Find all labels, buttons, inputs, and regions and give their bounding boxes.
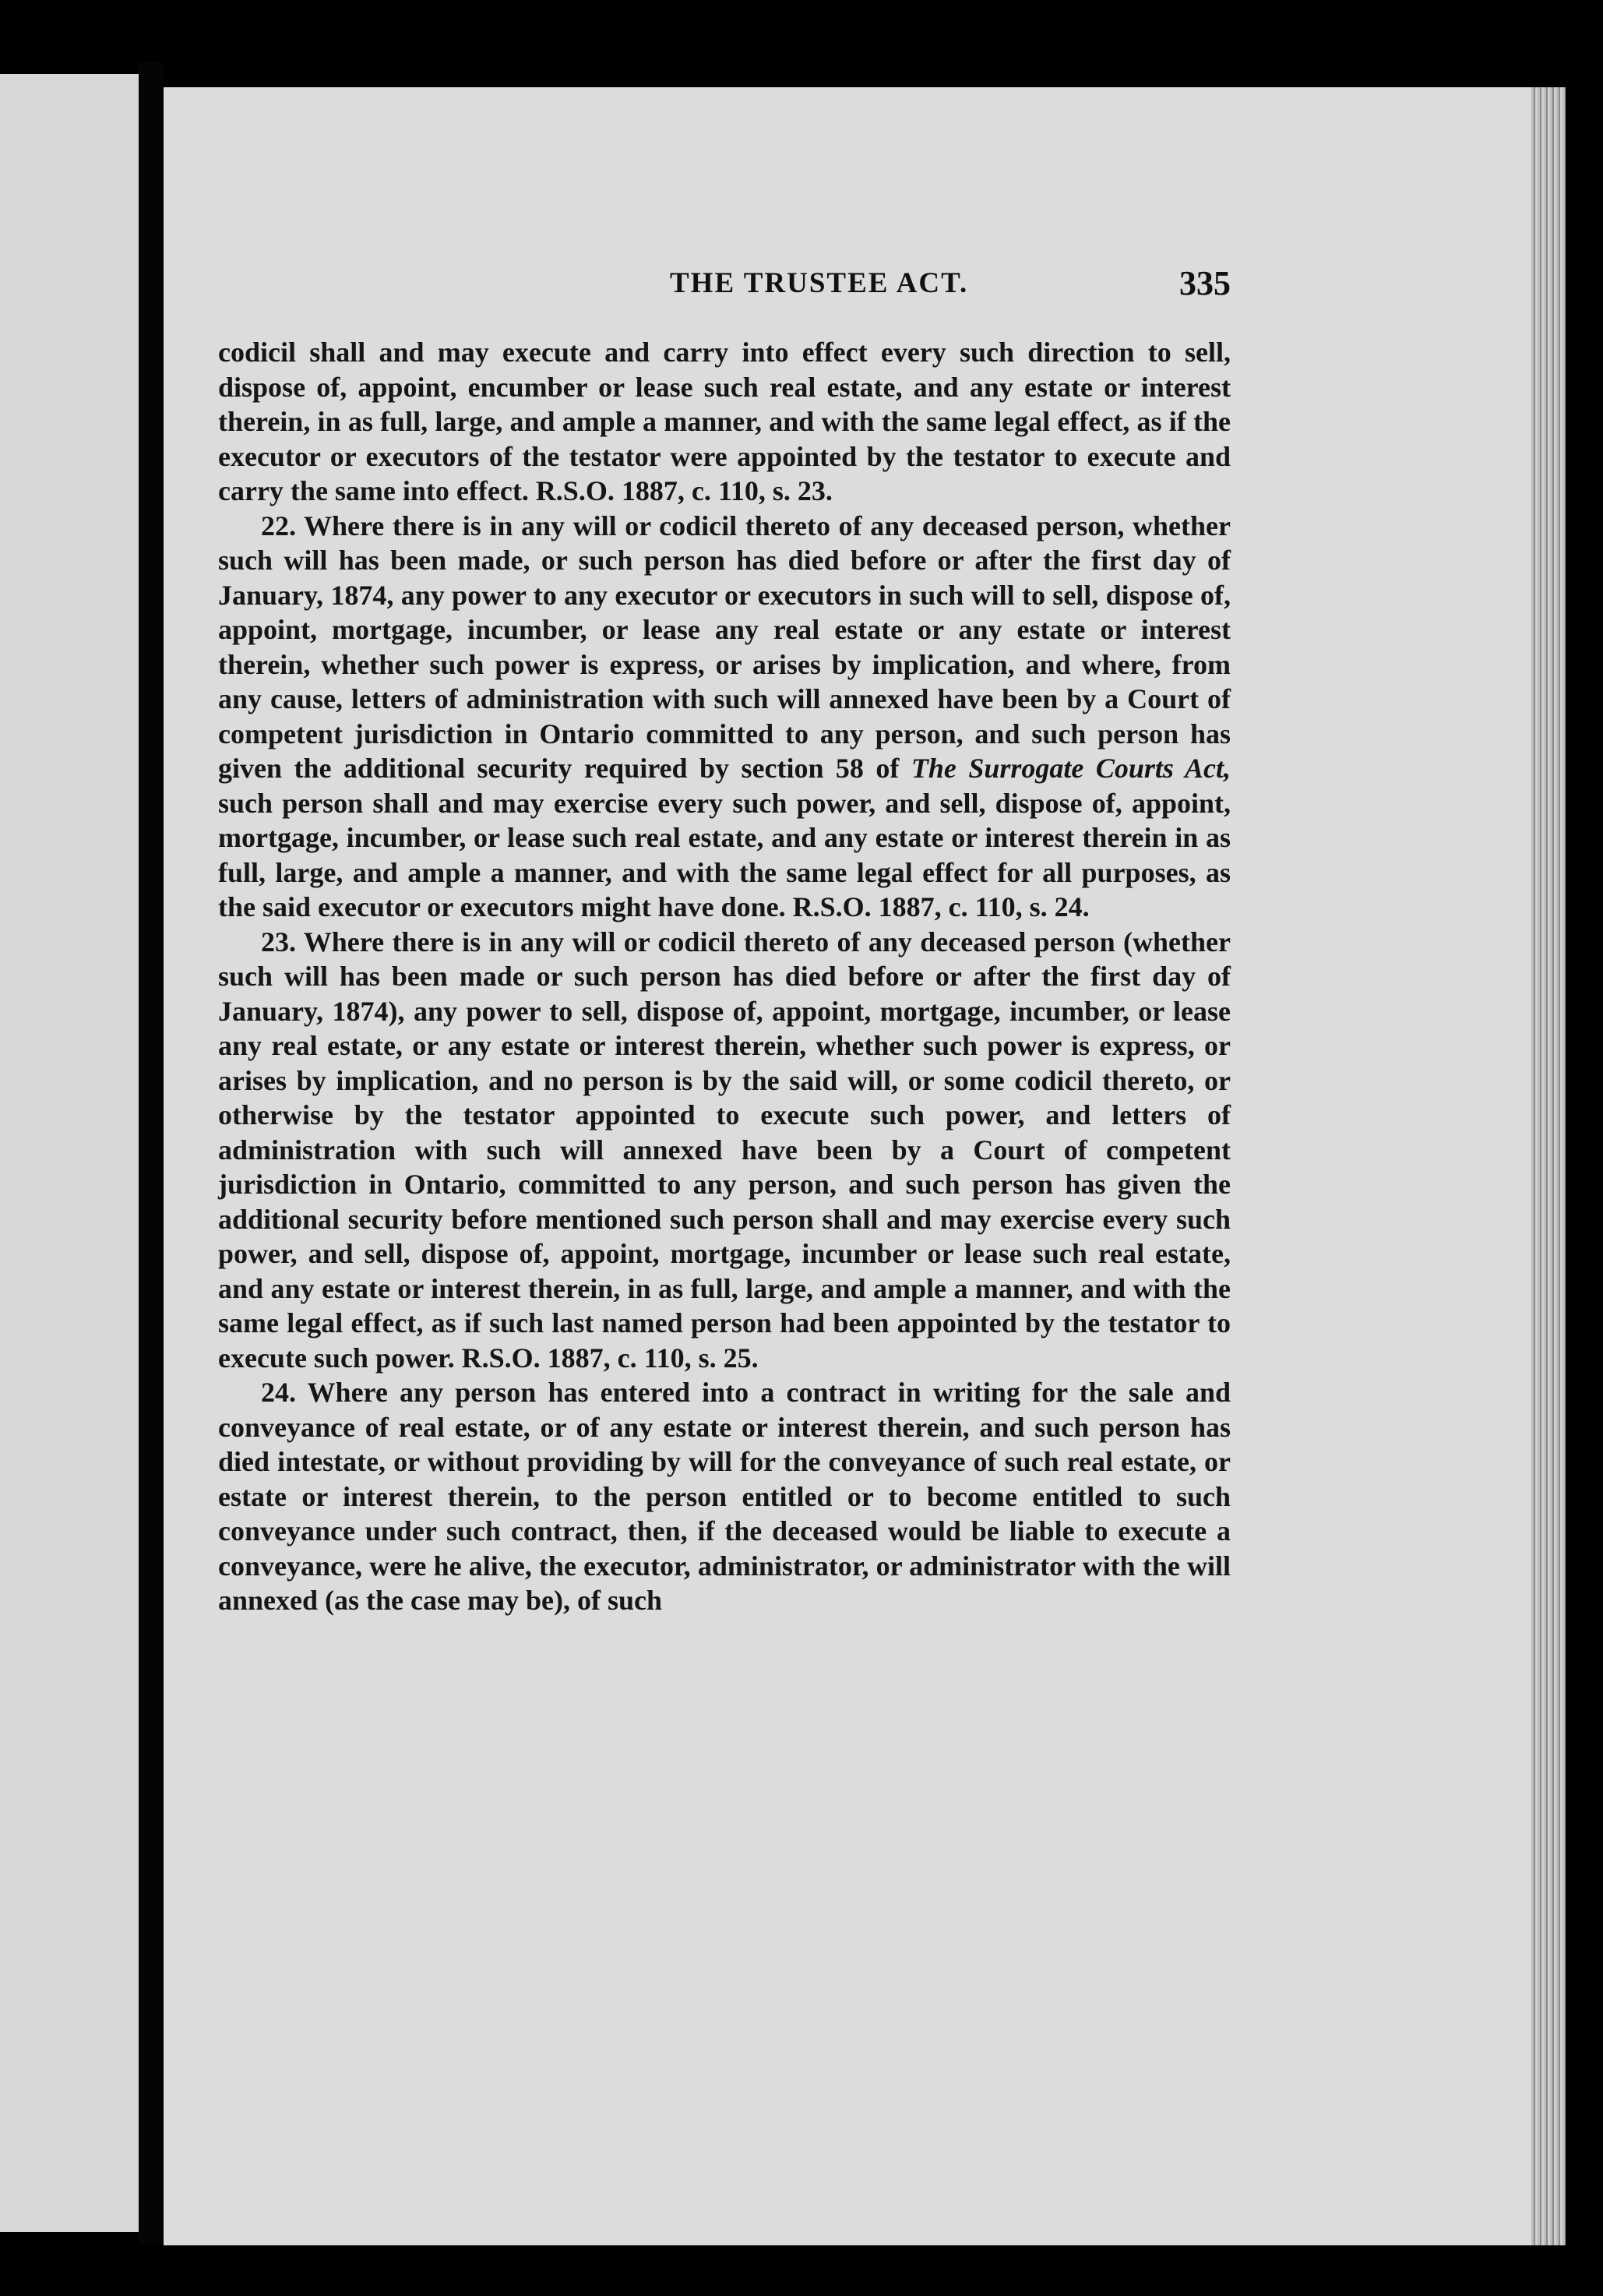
section-24 [218, 1375, 1231, 1618]
paragraph-text: codicil shall and may execute and carry into effect every such direction to sell, dispose of, appoint, encumber or lease such real estate, and any estate or interest therein, in as full, large, and ample a manner, and with the same legal effect, as if the executor or executors of the testator were appointed by the testator to execute and carry the same into effect. R.S.O. 1887, c. 110, s. 23. [218, 337, 1231, 506]
act-title: The Surrogate Courts Act, [911, 753, 1231, 784]
section-number: 22. [261, 510, 296, 541]
page-edge-texture [1531, 87, 1566, 2245]
section-23 [218, 925, 1231, 1376]
paragraph-text: such person shall and may exercise every such power, and sell, dispose of, appoint, mortgage, incumber, or lease such real estate, and any estate or interest therein in as full, large, and ample a manner, and with the same legal effect for all purposes, as the said executor or executors might have done. R.S.O. 1887, c. 110, s. 24. [218, 787, 1231, 922]
paragraph-text: Where there is in any will or codicil thereto of any deceased person, whether such will has been made, or such person has died before or after the first day of January, 1874, any power to any executor or executors in such will to sell, dispose of, appoint, mortgage, incumber, or lease any real estate or any estate or interest therein, whether such power is express, or arises by implication, and where, from any cause, letters of administration with such will annexed have been by a Court of competent jurisdiction in Ontario committed to any person, and such person has given the additional security required by section 58 of [218, 510, 1231, 784]
paragraph-text: Where there is in any will or codicil thereto of any deceased person (whether such will has been made or such person has died before or after the first day of January, 1874), any power to sell, dispose of, appoint, mortgage, incumber, or lease any real estate, or any estate or interest therein, whether such power is express, or arises by implication, and no person is by the said will, or some codicil thereto, or otherwise by the testator appointed to execute such power, and letters of administration with such will annexed have been by a Court of competent jurisdiction in Ontario, committed to any person, and such person has given the additional security before mentioned such person shall and may exercise every such power, and sell, dispose of, appoint, mortgage, incumber or lease such real estate, and any estate or interest therein, in as full, large, and ample a manner, and with the same legal effect, as if such last named person had been appointed by the testator to execute such power. R.S.O. 1887, c. 110, s. 25. [218, 926, 1231, 1374]
body-text [218, 335, 1231, 1618]
running-head: THE TRUSTEE ACT. [670, 267, 969, 299]
facing-page-edge [0, 74, 139, 2232]
section-number: 23. [261, 926, 296, 958]
book-gutter [139, 62, 164, 2244]
section-number: 24. [261, 1377, 296, 1408]
page-header [218, 266, 1231, 313]
paragraph-text: Where any person has entered into a contract in writing for the sale and conveyance of real estate, or of any estate or interest therein, and such person has died intestate, or without providing by will for the conveyance of such real estate, or estate or interest therein, to the person entitled or to become entitled to such conveyance under such contract, then, if the deceased would be liable to execute a conveyance, were he alive, the executor, administrator, or administrator with the will annexed (as the case may be), of such [218, 1377, 1231, 1616]
section-22 [218, 509, 1231, 925]
page-number: 335 [1179, 264, 1231, 302]
paragraph-continuation [218, 335, 1231, 509]
